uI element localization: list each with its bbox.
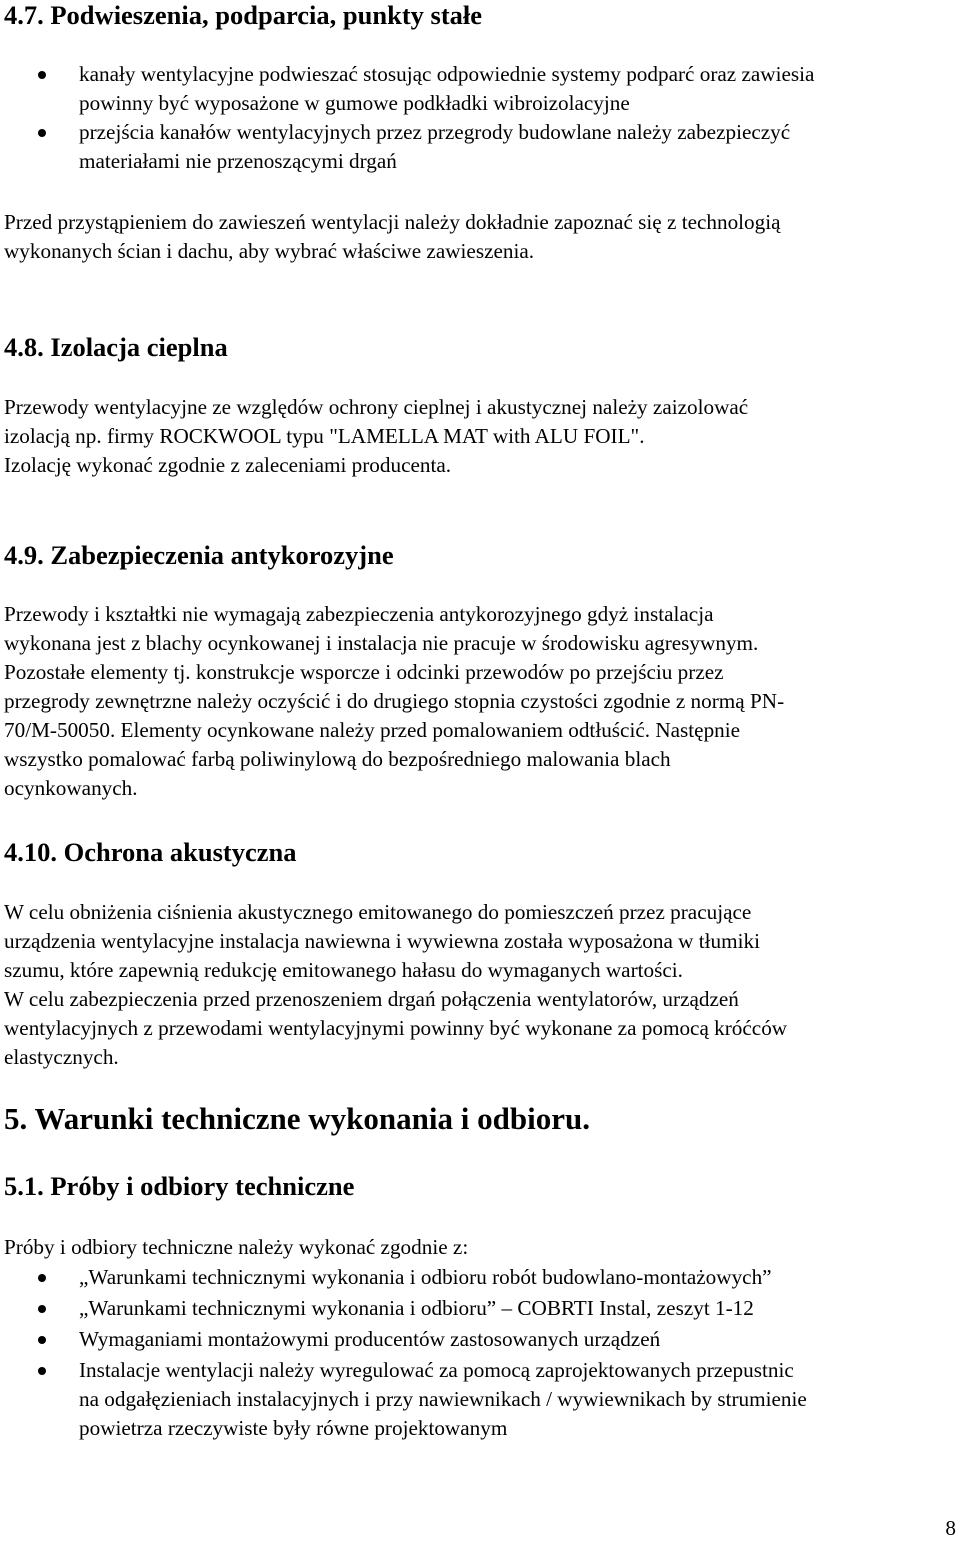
page-number: 8 <box>945 1516 956 1540</box>
section-heading-4-7: 4.7. Podwieszenia, podparcia, punkty stałe <box>4 0 483 30</box>
bullet-icon <box>38 1274 46 1282</box>
bullet-icon <box>38 1367 46 1375</box>
paragraph-4-9 <box>4 600 954 803</box>
bullet-list-4-7 <box>0 60 955 176</box>
paragraph-line: wszystko pomalować farbą poliwinylową do bezpośredniego malowania blach <box>4 747 671 771</box>
paragraph-5-1-intro <box>4 1233 954 1262</box>
paragraph-line: Przed przystąpieniem do zawieszeń wentylacji należy dokładnie zapoznać się z technologią <box>4 210 781 234</box>
list-item <box>0 1356 955 1443</box>
paragraph-line: Próby i odbiory techniczne należy wykonać zgodnie z: <box>4 1235 469 1259</box>
paragraph-line: Izolację wykonać zgodnie z zaleceniami producenta. <box>4 453 452 477</box>
paragraph-line: W celu obniżenia ciśnienia akustycznego emitowanego do pomieszczeń przez pracujące <box>4 900 752 924</box>
paragraph-4-7 <box>4 208 954 266</box>
list-item <box>0 1325 955 1354</box>
list-item-line: „Warunkami technicznymi wykonania i odbioru robót budowlano-montażowych” <box>79 1265 772 1289</box>
list-item-line: materiałami nie przenoszącymi drgań <box>79 149 397 173</box>
section-heading-4-10: 4.10. Ochrona akustyczna <box>4 837 297 867</box>
list-item-line: przejścia kanałów wentylacyjnych przez przegrody budowlane należy zabezpieczyć <box>79 120 791 144</box>
list-item-line: powinny być wyposażone w gumowe podkładki wibroizolacyjne <box>79 91 630 115</box>
list-item-line: na odgałęzieniach instalacyjnych i przy nawiewnikach / wywiewnikach by strumienie <box>79 1387 807 1411</box>
paragraph-4-8 <box>4 393 954 480</box>
bullet-icon <box>38 1305 46 1313</box>
paragraph-line: szumu, które zapewnią redukcję emitowanego hałasu do wymaganych wartości. <box>4 958 683 982</box>
section-heading-4-8: 4.8. Izolacja cieplna <box>4 332 228 362</box>
chapter-heading-5: 5. Warunki techniczne wykonania i odbioru. <box>4 1101 590 1136</box>
section-heading-5-1: 5.1. Próby i odbiory techniczne <box>4 1171 355 1201</box>
paragraph-line: urządzenia wentylacyjne instalacja nawiewna i wywiewna została wyposażona w tłumiki <box>4 929 760 953</box>
paragraph-line: przegrody zewnętrzne należy oczyścić i do drugiego stopnia czystości zgodnie z normą PN- <box>4 689 785 713</box>
paragraph-line: Pozostałe elementy tj. konstrukcje wsporcze i odcinki przewodów po przejściu przez <box>4 660 724 684</box>
paragraph-line: W celu zabezpieczenia przed przenoszeniem drgań połączenia wentylatorów, urządzeń <box>4 987 739 1011</box>
list-item-line: „Warunkami technicznymi wykonania i odbioru” – COBRTI Instal, zeszyt 1-12 <box>79 1296 754 1320</box>
list-item-line: kanały wentylacyjne podwieszać stosując odpowiednie systemy podparć oraz zawiesia <box>79 62 815 86</box>
paragraph-line: wentylacyjnych z przewodami wentylacyjnymi powinny być wykonane za pomocą króćców <box>4 1016 788 1040</box>
paragraph-4-10 <box>4 898 954 1072</box>
list-item <box>0 1263 955 1292</box>
paragraph-line: Przewody i kształtki nie wymagają zabezpieczenia antykorozyjnego gdyż instalacja <box>4 602 714 626</box>
list-item-line: Wymaganiami montażowymi producentów zastosowanych urządzeń <box>79 1327 661 1351</box>
paragraph-line: wykonanych ścian i dachu, aby wybrać właściwe zawieszenia. <box>4 239 535 263</box>
bullet-icon <box>38 71 46 79</box>
paragraph-line: elastycznych. <box>4 1045 119 1069</box>
list-item <box>0 1294 955 1323</box>
list-item <box>0 118 955 176</box>
paragraph-line: izolacją np. firmy ROCKWOOL typu "LAMELLA MAT with ALU FOIL". <box>4 424 645 448</box>
bullet-icon <box>38 129 46 137</box>
paragraph-line: Przewody wentylacyjne ze względów ochrony cieplnej i akustycznej należy zaizolować <box>4 395 749 419</box>
paragraph-line: wykonana jest z blachy ocynkowanej i instalacja nie pracuje w środowisku agresywnym. <box>4 631 759 655</box>
bullet-list-5-1 <box>0 1263 955 1443</box>
list-item-line: Instalacje wentylacji należy wyregulować za pomocą zaprojektowanych przepustnic <box>79 1358 794 1382</box>
list-item-line: powietrza rzeczywiste były równe projektowanym <box>79 1416 508 1440</box>
list-item <box>0 60 955 118</box>
bullet-icon <box>38 1336 46 1344</box>
paragraph-line: ocynkowanych. <box>4 776 138 800</box>
section-heading-4-9: 4.9. Zabezpieczenia antykorozyjne <box>4 540 394 570</box>
paragraph-line: 70/M-50050. Elementy ocynkowane należy przed pomalowaniem odtłuścić. Następnie <box>4 718 741 742</box>
